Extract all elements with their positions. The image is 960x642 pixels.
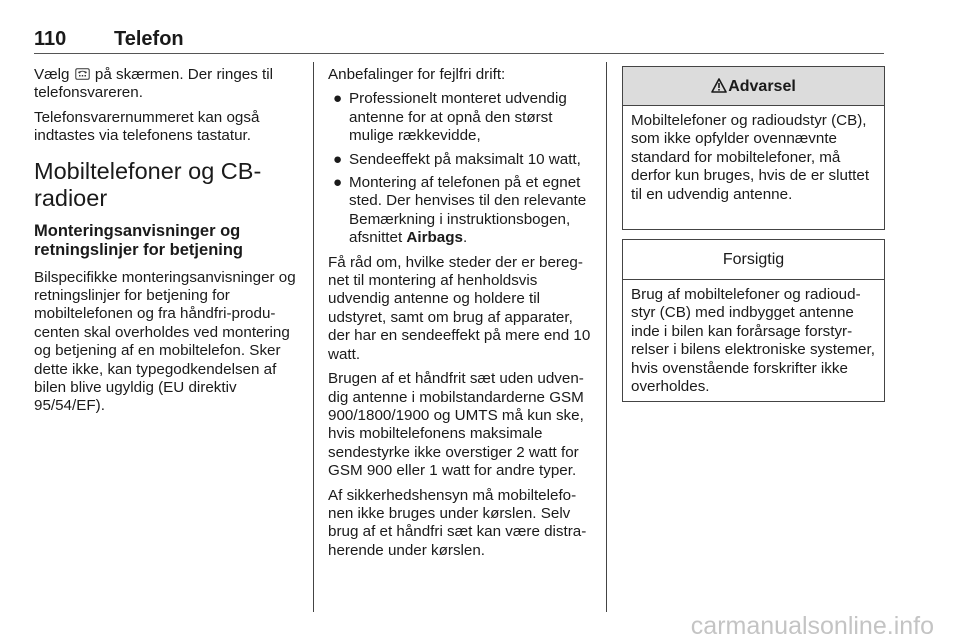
airbags-reference: Airbags [406,229,463,247]
warning-header [623,67,884,106]
paragraph-advice: Få råd om, hvilke steder der er beregnet til montering af henholdsvis udvendig antenne og holdere til udstyret, samt om brug af apparater, der har en sendeeffekt på mere end 10 watt. [328,253,591,363]
watermark: carmanualsonline.info [690,612,934,640]
page-header [34,28,884,52]
running-title: Telefon [114,28,184,50]
paragraph-voicemail: Vælg på skærmen. Der ringes til telefonsvareren. [34,66,273,102]
warning-triangle-icon [711,78,727,93]
paragraph-keypad: Telefonsvarernummeret kan også indtastes via telefonens tastatur. [34,108,260,145]
page-number: 110 [34,28,67,50]
paragraph-handsfree: Brugen af et håndfrit sæt uden udvendig antenne i mobilstandarderne GSM 900/1800/1900 og UMTS må kun ske, hvis mobiltelefonens maksimale sendestyrke ikke overstiger 2 watt for GSM 900 eller 1 watt for andre typer. [328,370,584,480]
caution-box [622,239,885,402]
warning-title: Advarsel [728,78,796,95]
column-divider-1 [313,62,314,612]
phone-icon [75,68,90,80]
recommendations-intro: Anbefalinger for fejlfri drift: [328,66,506,83]
column-divider-2 [606,62,607,612]
column-left [34,66,298,422]
list-item: ● Professionelt monteret udvendig antenne for at opnå den størst mulige rækkevidde, [333,90,567,145]
list-item: ● Sendeeffekt på maksimalt 10 watt, [333,150,581,168]
caution-title: Forsigtig [722,251,785,268]
warning-body: Mobiltelefoner og radioudstyr (CB), som ikke opfylder ovennævnte standard for mobiltelefoner, må derfor kun bruges, hvis de er sluttet til en udvendig antenne. [631,112,870,203]
list-item: ● Montering af telefonen på et egnet sted. Der henvises til den relevante Bemærkning i instruktionsbogen, afsnittet Airbags. [333,174,587,247]
paragraph-installation: Bilspecifikke monteringsanvisninger og retningslinjer for betjening for mobiltelefonen og fra håndfri-producenten skal overholdes ved montering og betjening af en mobiltelefon. Sker dette ikke, kan typegodkendelsen af bilen blive ugyldig (EU direktiv 95/54/EF). [34,268,296,415]
bullet-icon: ● [333,90,343,108]
recommendations-list [328,90,596,247]
caution-header [623,240,884,280]
section-heading: Mobiltelefoner og CB-radioer [34,157,262,211]
subsection-heading: Monteringsanvisninger og retningslinjer for betjening [34,221,244,260]
bullet-icon: ● [333,150,343,168]
header-rule [34,53,884,54]
column-middle [328,66,596,566]
caution-body: Brug af mobiltelefoner og radioudstyr (CB) med indbygget antenne inde i bilen kan forårsage forstyrrelser i bilens elektroniske systemer, hvis ovenstående forskrifter ikke overholdes. [631,286,875,396]
bullet-icon: ● [333,174,343,192]
paragraph-safety: Af sikkerhedshensyn må mobiltelefonen ikke bruges under kørslen. Selv brug af et håndfri sæt kan være distraherende under kørslen. [328,486,587,559]
warning-box [622,66,885,230]
